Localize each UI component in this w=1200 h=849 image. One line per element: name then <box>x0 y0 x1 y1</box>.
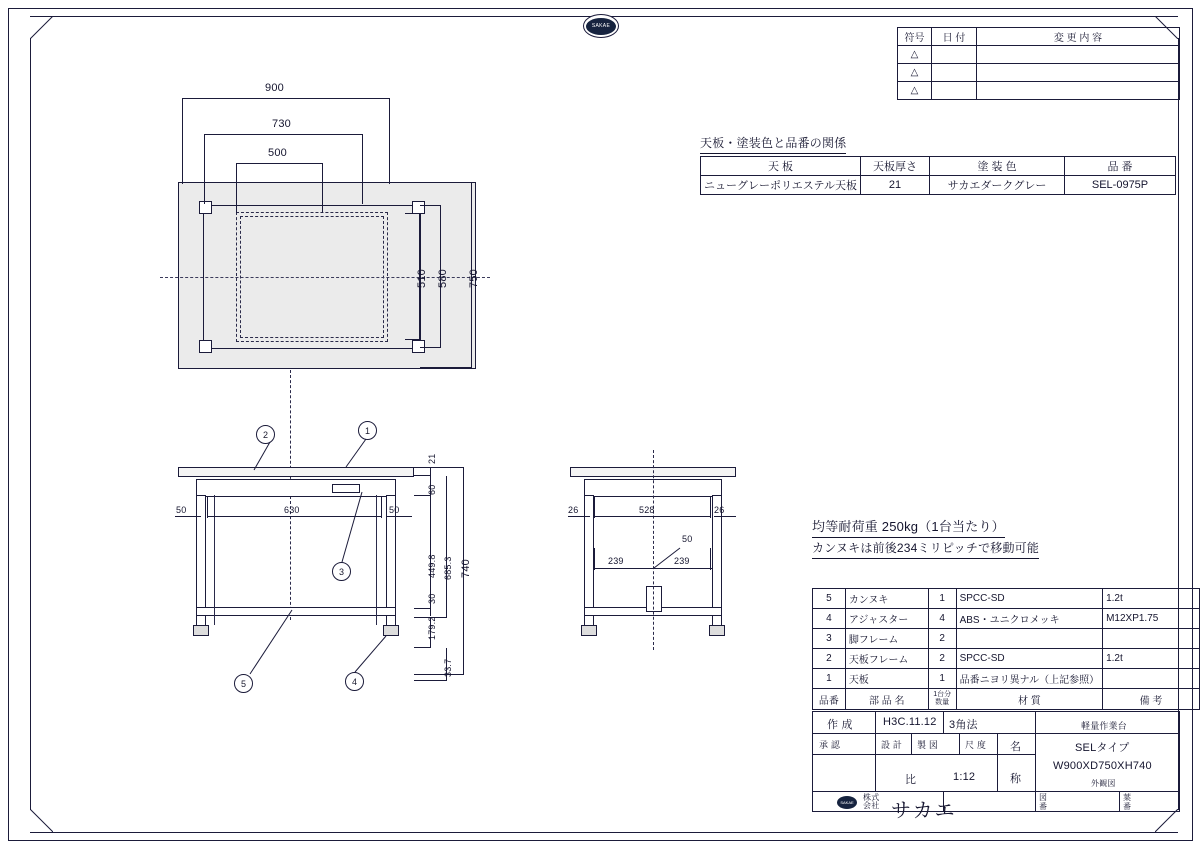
table-row <box>813 589 1200 609</box>
revision-content <box>977 64 1180 82</box>
th-tenban: 天 板 <box>701 157 861 176</box>
front-inner-line-r <box>376 495 377 625</box>
parts-header-no: 品番 <box>813 689 846 710</box>
dim-ext-500-r <box>322 163 323 213</box>
table-row <box>813 669 1200 689</box>
dim-ext-337-b <box>414 680 447 681</box>
part-no: 5 <box>813 589 846 609</box>
tb-drawing-no-label: 図 番 <box>1039 793 1048 811</box>
front-lower-rail <box>196 607 396 616</box>
balloon-5-label: 5 <box>240 678 246 689</box>
tb-v2 <box>943 712 944 733</box>
part-remark: 1.2t <box>1103 589 1200 609</box>
dim-730: 730 <box>272 118 291 130</box>
part-material: 品番ニヨリ異ナル（上記参照） <box>956 669 1103 689</box>
part-remark: 1.2t <box>1103 649 1200 669</box>
revision-content <box>977 46 1180 64</box>
tb-scale-value: 1:12 <box>953 771 976 783</box>
table-row <box>813 649 1200 669</box>
dim-ext-500-l <box>236 163 237 213</box>
dim-685-3: 685.3 <box>443 556 453 580</box>
dim-630: 630 <box>284 505 300 515</box>
revision-content <box>977 82 1180 100</box>
corner-cut-tl <box>30 16 53 39</box>
leader-3 <box>340 490 366 564</box>
dim-ext-750-b <box>420 367 472 368</box>
dim-21: 21 <box>427 453 437 464</box>
tb-name-line3: W900XD750XH740 <box>1053 760 1152 772</box>
revision-symbol: △ <box>898 64 932 82</box>
part-no: 1 <box>813 669 846 689</box>
dim-179-2: 179.2 <box>427 616 437 640</box>
dim-ext-900-r <box>389 98 390 184</box>
parts-header-material: 材 質 <box>956 689 1103 710</box>
title-block <box>812 711 1180 822</box>
company-name: サカエ <box>891 800 957 822</box>
tb-name-line2: SELタイプ <box>1075 742 1130 754</box>
dim-line-30 <box>430 608 431 616</box>
td-color: サカエダークグレー <box>930 176 1065 195</box>
tb-v5 <box>959 733 960 754</box>
dim-50-side: 50 <box>682 534 693 544</box>
tb-create-value: H3C.11.12 <box>883 716 937 728</box>
balloon-2-label: 2 <box>262 429 268 440</box>
dim-449-8: 449.8 <box>427 554 437 578</box>
part-remark <box>1103 629 1200 649</box>
part-name: 脚フレーム <box>845 629 928 649</box>
dim-line-730 <box>204 134 362 135</box>
dim-ext-740-b <box>414 674 464 675</box>
dim-60: 60 <box>427 484 437 495</box>
dim-ext-580-t <box>420 205 441 206</box>
load-note-2: カンヌキは前後234ミリピッチで移動可能 <box>812 539 1039 559</box>
part-name: カンヌキ <box>845 589 928 609</box>
tb-name-line4: 外観図 <box>1091 779 1116 788</box>
th-thickness: 天板厚さ <box>861 157 930 176</box>
dim-line-239-left <box>594 568 646 569</box>
tb-scale-hdr: 尺 度 <box>965 740 987 750</box>
tb-v6 <box>1035 712 1036 811</box>
table-row <box>813 609 1200 629</box>
dim-500: 500 <box>268 147 287 159</box>
dim-line-26-left <box>568 516 590 517</box>
dim-528: 528 <box>639 505 655 515</box>
part-material: ABS・ユニクロメッキ <box>956 609 1103 629</box>
balloon-4 <box>345 672 364 691</box>
dim-line-50-left <box>175 516 201 517</box>
front-top-board <box>178 467 414 477</box>
tb-v1 <box>875 712 876 791</box>
border-outer-bottom <box>8 840 1192 841</box>
sakae-stamp-top: SAKAE <box>583 14 619 38</box>
dim-line-50-right <box>386 516 412 517</box>
border-outer-top <box>8 8 1192 9</box>
tb-name-label2: 称 <box>1010 773 1022 785</box>
table-row <box>701 176 1176 195</box>
part-qty: 4 <box>928 609 956 629</box>
dim-ext-510-b <box>405 339 420 340</box>
dim-33-7: 33.7 <box>443 658 453 677</box>
top-board-table <box>700 156 1176 195</box>
dim-line-21 <box>430 467 431 475</box>
leader-1 <box>340 437 370 469</box>
tb-line-3 <box>813 791 1179 792</box>
company-logo: SAKAE <box>837 796 857 809</box>
td-tenban: ニューグレーポリエステル天板 <box>701 176 861 195</box>
part-qty: 2 <box>928 629 956 649</box>
dim-ext-4498-b <box>414 608 431 609</box>
table-row <box>898 46 1180 64</box>
tb-projection: 3角法 <box>949 719 978 731</box>
leader-4 <box>353 634 389 674</box>
parts-header-name: 部 品 名 <box>845 689 928 710</box>
side-adjuster-right <box>709 625 725 636</box>
balloon-3 <box>332 562 351 581</box>
dim-ext-630-l <box>207 496 208 518</box>
revision-symbol: △ <box>898 46 932 64</box>
tb-sheet-label: 葉 番 <box>1123 793 1132 811</box>
dim-50-left: 50 <box>176 505 187 515</box>
corner-cut-bl <box>30 809 53 832</box>
td-partno: SEL-0975P <box>1065 176 1176 195</box>
parts-table <box>812 588 1200 710</box>
dim-ext-510-t <box>405 213 420 214</box>
border-outer-left <box>8 8 9 841</box>
tb-name-label: 名 <box>1010 741 1022 753</box>
part-remark <box>1103 669 1200 689</box>
revision-symbol: △ <box>898 82 932 100</box>
part-qty: 1 <box>928 589 956 609</box>
table-row <box>898 82 1180 100</box>
dim-750: 750 <box>468 269 480 288</box>
revision-header-content: 変 更 内 容 <box>977 28 1180 46</box>
part-no: 2 <box>813 649 846 669</box>
tb-v4 <box>911 733 912 754</box>
front-apron <box>196 479 396 497</box>
dim-50-right: 50 <box>389 505 400 515</box>
part-qty: 1 <box>928 669 956 689</box>
dim-ext-630-r <box>381 496 382 518</box>
front-inner-line-l <box>214 495 215 625</box>
revision-table <box>897 27 1180 100</box>
tb-scale-label: 比 <box>905 774 917 786</box>
dim-239-left: 239 <box>608 556 624 566</box>
dim-239-right: 239 <box>674 556 690 566</box>
dim-30: 30 <box>427 593 437 604</box>
part-no: 3 <box>813 629 846 649</box>
balloon-3-label: 3 <box>338 566 344 577</box>
dim-ext-239-l <box>594 548 595 570</box>
tb-name-line1: 軽量作業台 <box>1081 721 1128 731</box>
balloon-5 <box>234 674 253 693</box>
dim-26-left: 26 <box>568 505 579 515</box>
dim-900: 900 <box>265 82 284 94</box>
dim-ext-239-r <box>710 548 711 570</box>
part-material <box>956 629 1103 649</box>
dim-ext-730-r <box>362 134 363 204</box>
revision-header-date: 日 付 <box>932 28 977 46</box>
th-color: 塗 装 色 <box>930 157 1065 176</box>
revision-date <box>932 46 977 64</box>
parts-header-qty: 1台分 数量 <box>928 689 956 710</box>
part-qty: 2 <box>928 649 956 669</box>
balloon-1-label: 1 <box>364 425 370 436</box>
dim-740: 740 <box>460 559 472 578</box>
dim-26-right: 26 <box>714 505 725 515</box>
dim-580: 580 <box>437 269 449 288</box>
revision-date <box>932 64 977 82</box>
dim-ext-750-t <box>420 182 472 183</box>
dim-510: 510 <box>416 269 428 288</box>
dim-line-26-right <box>714 516 736 517</box>
dim-line-900 <box>182 98 389 99</box>
dim-ext-740-t <box>414 467 464 468</box>
tb-v7 <box>1119 791 1120 811</box>
dim-line-239-right <box>660 568 712 569</box>
dim-line-500 <box>236 163 322 164</box>
dim-ext-730-l <box>204 134 205 204</box>
dim-ext-60-b <box>414 495 431 496</box>
leader-2 <box>248 440 278 472</box>
front-adjuster-left <box>193 625 209 636</box>
side-adjuster-left <box>581 625 597 636</box>
part-no: 4 <box>813 609 846 629</box>
table-row <box>898 64 1180 82</box>
part-material: SPCC-SD <box>956 589 1103 609</box>
tb-draw: 製 図 <box>917 740 939 750</box>
part-name: 天板フレーム <box>845 649 928 669</box>
part-name: 天板 <box>845 669 928 689</box>
part-material: SPCC-SD <box>956 649 1103 669</box>
company-prefix: 株式 会社 <box>863 793 880 810</box>
part-name: アジャスター <box>845 609 928 629</box>
plan-leg-bl <box>199 340 212 353</box>
side-kannuki <box>646 586 662 612</box>
revision-header-symbol: 符号 <box>898 28 932 46</box>
border-outer-right <box>1192 8 1193 841</box>
plan-leg-tl <box>199 201 212 214</box>
tb-approve: 承 認 <box>819 740 841 750</box>
dim-ext-528-l <box>594 496 595 518</box>
balloon-4-label: 4 <box>351 676 357 687</box>
dim-ext-528-r <box>710 496 711 518</box>
table-row <box>813 689 1200 710</box>
dim-line-4498 <box>430 496 431 608</box>
revision-date <box>932 82 977 100</box>
dim-line-6853 <box>446 476 447 617</box>
tb-line-2 <box>813 754 1035 755</box>
table-row <box>813 629 1200 649</box>
top-board-note: 天板・塗装色と品番の関係 <box>700 134 846 154</box>
leader-5 <box>248 606 296 676</box>
dim-ext-21-b <box>414 475 431 476</box>
dim-ext-900-l <box>182 98 183 184</box>
th-partno: 品 番 <box>1065 157 1176 176</box>
dim-line-528 <box>594 516 710 517</box>
border-inner-left <box>30 38 31 810</box>
tb-v3 <box>997 733 998 791</box>
tb-design: 設 計 <box>881 740 903 750</box>
td-thickness: 21 <box>861 176 930 195</box>
load-note-1: 均等耐荷重 250kg（1台当たり） <box>812 516 1005 538</box>
border-inner-bottom <box>30 832 1178 833</box>
corner-cut-br <box>1155 809 1178 832</box>
dim-ext-1792-b <box>414 647 431 648</box>
tb-line-1 <box>813 733 1179 734</box>
parts-header-remark: 備 考 <box>1103 689 1200 710</box>
dim-ext-580-b <box>420 347 441 348</box>
tb-create-label: 作 成 <box>827 719 853 731</box>
part-remark: M12XP1.75 <box>1103 609 1200 629</box>
